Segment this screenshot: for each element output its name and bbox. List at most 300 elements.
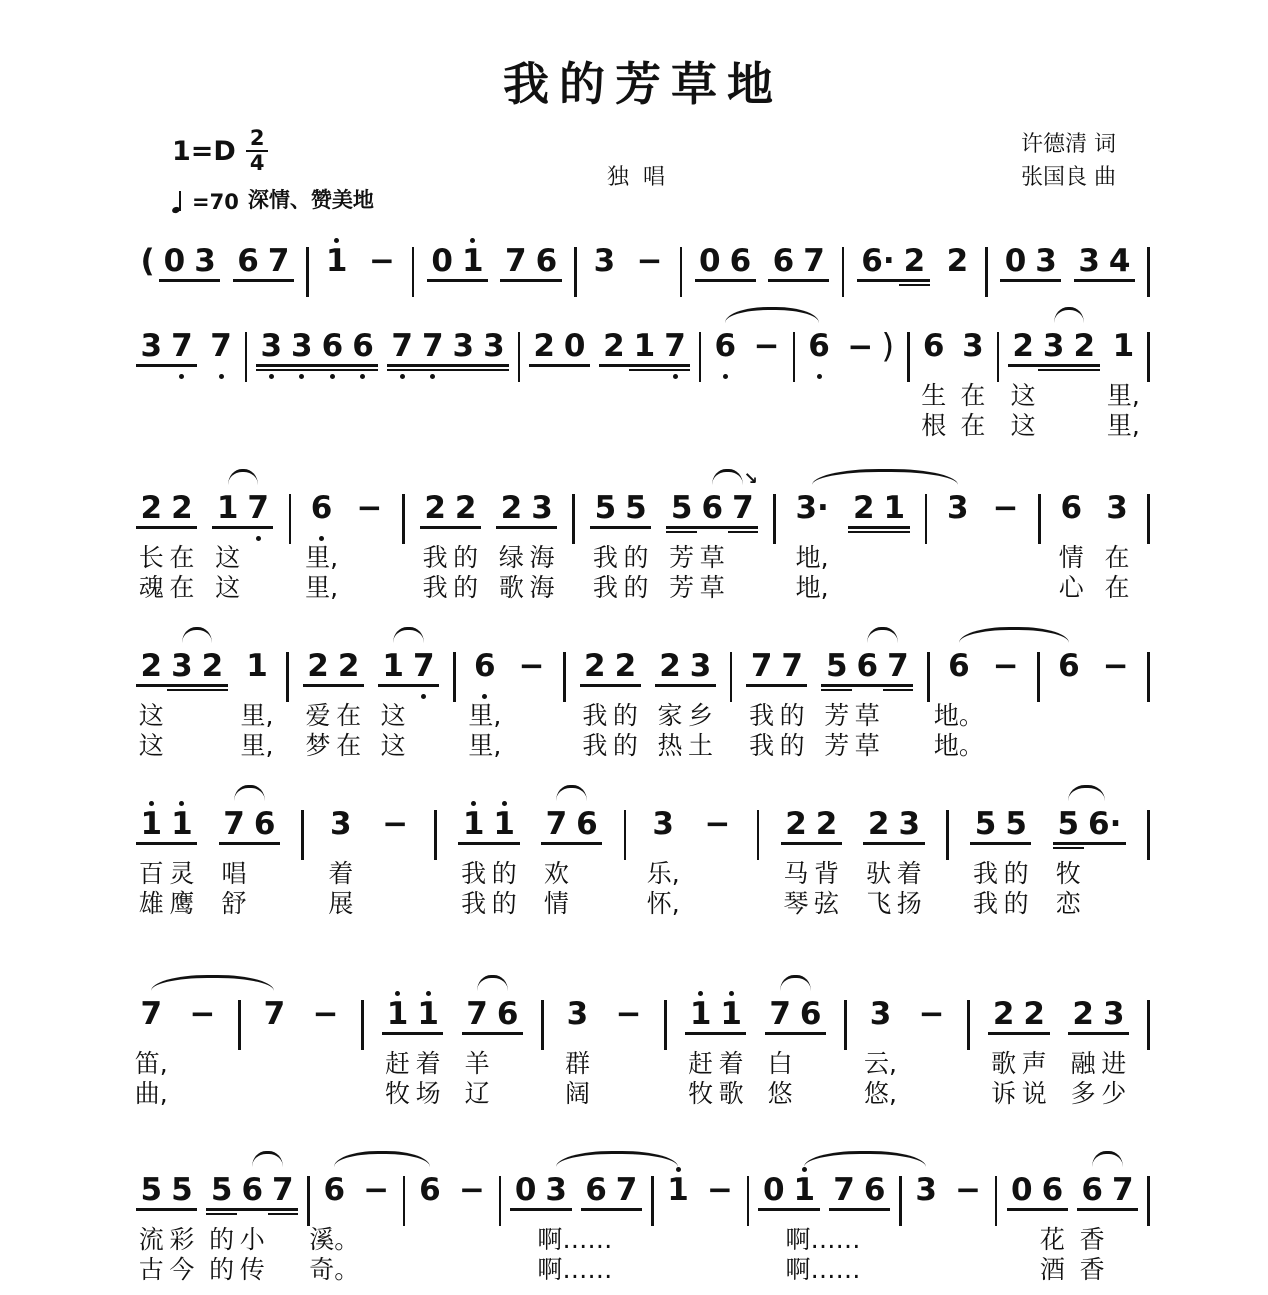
- barline: [1147, 332, 1150, 382]
- octave-dot-below-slot: [1081, 1216, 1103, 1225]
- lyric-syllable: [664, 381, 686, 411]
- octave-dot-below-slot: [501, 534, 523, 543]
- beam-line: [448, 364, 479, 367]
- octave-dot-below-slot: [671, 534, 693, 543]
- lyric-text: 的: [612, 731, 638, 760]
- duration-dash: [359, 1165, 394, 1225]
- lyric-syllable: [1005, 859, 1027, 889]
- beam-line: [883, 689, 914, 692]
- lyric-syllable: [171, 701, 193, 731]
- octave-dot-below-slot: [1058, 692, 1080, 701]
- lyric-syllable: [171, 381, 193, 411]
- lyric-syllable: [671, 573, 693, 603]
- beamed-group: [233, 236, 294, 296]
- note-digit: 3: [140, 328, 163, 364]
- bar-token: [793, 321, 796, 382]
- note: [970, 799, 1001, 919]
- beam-slot: [1005, 840, 1027, 850]
- lyric-syllable: [424, 543, 446, 573]
- lyric-syllable: [241, 1225, 263, 1255]
- lyric-text: 根: [921, 411, 947, 440]
- lyric-text: 阔: [564, 1079, 590, 1108]
- octave-dot-below-slot: [210, 372, 232, 381]
- beam-slot: [505, 277, 527, 287]
- note-digit: 6: [237, 243, 259, 279]
- lyric-text: 乡: [688, 701, 714, 730]
- lyric-text: 我: [461, 859, 487, 888]
- lyric-syllable: [1023, 1049, 1045, 1079]
- lyric-text: 雄: [138, 889, 164, 918]
- beam-slot: [223, 840, 245, 850]
- note-digit: 3: [194, 243, 216, 279]
- octave-dot-below-slot: [463, 850, 485, 859]
- beamed-group: [136, 483, 197, 603]
- note: [510, 1165, 541, 1285]
- beam-slot: [338, 682, 360, 692]
- beam-slot: [564, 362, 586, 372]
- beam-slot: [1058, 682, 1080, 692]
- note-digit: 1: [462, 806, 485, 842]
- octave-dot-below: [421, 694, 426, 699]
- lyric-text: 的: [779, 701, 805, 730]
- note: [685, 641, 716, 761]
- note-digit: 1: [493, 806, 515, 842]
- beam-slot: [493, 840, 515, 850]
- octave-dot-below-slot: [413, 692, 435, 701]
- beam-line: [848, 531, 879, 534]
- note-digit: −: [753, 328, 780, 364]
- lyric-syllable: [701, 573, 723, 603]
- beam-slot: [1103, 682, 1129, 692]
- beam-line: [725, 279, 756, 282]
- lyric-syllable: [330, 889, 352, 919]
- note: [326, 799, 357, 919]
- octave-dot-below-slot: [993, 692, 1019, 701]
- lyric-text: 绿: [498, 543, 524, 572]
- beam-slot: [671, 524, 693, 534]
- octave-dot-below-slot: [311, 534, 333, 543]
- octave-dot-below-slot: [391, 372, 413, 381]
- beam-slot: [455, 524, 477, 534]
- beamed-group: [821, 641, 913, 761]
- beam-slot: [391, 362, 413, 372]
- song-title: 我的芳草地: [503, 57, 783, 111]
- octave-dot-below-slot: [1060, 534, 1082, 543]
- note: [610, 641, 641, 761]
- beamed-group: [382, 989, 443, 1109]
- beam-slot: [857, 682, 879, 692]
- lyric-text: 着: [718, 1049, 744, 1078]
- lyric-syllable: [202, 701, 224, 731]
- beam-slot: [919, 1030, 945, 1040]
- octave-dot-below-slot: [1112, 1216, 1134, 1225]
- octave-dot-below-slot: [545, 1216, 567, 1225]
- note-digit: 2: [852, 490, 875, 526]
- beam-line: [212, 526, 243, 529]
- lyric-syllable: [864, 1049, 897, 1079]
- note: [611, 1165, 642, 1285]
- beam-slot: [808, 362, 830, 372]
- meter-upper: 2: [246, 128, 269, 152]
- beam-line: [500, 279, 531, 282]
- note-digit: 7: [803, 243, 825, 279]
- octave-dot-below-slot: [268, 287, 290, 296]
- beam-line: [348, 369, 379, 372]
- bar-token: [563, 641, 566, 702]
- beam-line: [317, 369, 348, 372]
- note: [387, 321, 418, 441]
- note-digit: 3: [260, 328, 283, 364]
- beam-line: [287, 369, 318, 372]
- octave-dot-below-slot: [1103, 692, 1129, 701]
- lyric-syllable: [576, 889, 598, 919]
- beamed-group: [765, 989, 826, 1109]
- octave-dot-below-slot: [1042, 1216, 1064, 1225]
- slur: [725, 307, 819, 323]
- beam-slot: [1011, 1206, 1033, 1216]
- note: [417, 321, 448, 441]
- note: [629, 321, 660, 441]
- octave-dot-below-slot: [241, 1216, 263, 1225]
- beam-line: [167, 842, 198, 845]
- barline: [1147, 652, 1150, 702]
- beam-slot: [453, 362, 475, 372]
- lyric-text: 悠,: [864, 1079, 897, 1108]
- beam-slot: [352, 362, 374, 372]
- lyric-syllable: [1058, 731, 1080, 761]
- octave-dot-below-slot: [962, 372, 984, 381]
- note: [1031, 236, 1062, 296]
- octave-dot-below-slot: [326, 287, 348, 296]
- beam-line: [821, 689, 852, 692]
- lyric-syllable: [413, 731, 435, 761]
- barline: [1147, 1000, 1150, 1050]
- lyric-text: 赶: [688, 1049, 714, 1078]
- beam-slot: [769, 1030, 791, 1040]
- lyric-syllable: [211, 1225, 233, 1255]
- lyric-syllable: [781, 731, 803, 761]
- bar-token: [995, 1165, 998, 1226]
- beamed-group: [848, 483, 909, 603]
- beamed-group: [781, 799, 842, 919]
- note-digit: −: [704, 806, 731, 842]
- lyric-syllable: [1011, 1255, 1033, 1285]
- bar-token: [402, 483, 405, 544]
- lyric-text: 奇。: [309, 1255, 360, 1284]
- note: [899, 236, 930, 296]
- note-digit: 0: [1004, 243, 1027, 279]
- beamed-group: [136, 799, 197, 919]
- note-digit: (: [140, 243, 155, 279]
- beam-line: [167, 684, 198, 687]
- octave-dot-below-slot: [800, 1040, 822, 1049]
- lyric-text: 的: [612, 701, 638, 730]
- beam-line: [136, 842, 167, 845]
- lyric-syllable: [833, 1255, 855, 1285]
- lyric-syllable: [387, 1079, 409, 1109]
- octave-dot-below-slot: [141, 372, 163, 381]
- note: [317, 321, 348, 441]
- note-digit: 2: [992, 996, 1015, 1032]
- octave-dot-below-slot: [714, 372, 736, 381]
- lyric-syllable: [309, 1225, 360, 1255]
- lyric-text: 的: [453, 543, 479, 572]
- lyric-syllable: [223, 889, 245, 919]
- lyric-syllable: [751, 701, 773, 731]
- beam-line: [695, 279, 726, 282]
- beam-line: [1077, 1208, 1108, 1211]
- note: [167, 483, 198, 603]
- lyric-syllable: [714, 411, 736, 441]
- lyric-syllable: [763, 1225, 785, 1255]
- beamed-group: [458, 799, 519, 919]
- octave-dot-below-slot: [915, 1216, 937, 1225]
- note: [1053, 799, 1084, 919]
- lyric-syllable: [826, 731, 848, 761]
- octave-dot-below-slot: [870, 1040, 892, 1049]
- octave-dot-below-slot: [1023, 1040, 1045, 1049]
- beam-slot: [194, 277, 216, 287]
- beam-line: [417, 369, 448, 372]
- note: [590, 483, 621, 603]
- meter-lower: 4: [249, 151, 265, 175]
- octave-dot-below-slot: [313, 1040, 339, 1049]
- music-system: [136, 467, 1150, 603]
- lyric-syllable: [584, 701, 606, 731]
- beam-slot: [417, 1030, 439, 1040]
- lyric-syllable: [592, 573, 618, 603]
- note: [303, 641, 334, 761]
- note: [462, 989, 493, 1109]
- note-digit: 0: [762, 1172, 785, 1208]
- beam-line: [590, 526, 621, 529]
- beam-slot: [884, 524, 906, 534]
- beam-line: [450, 526, 481, 529]
- lyric-text: 家: [657, 701, 683, 730]
- beam-slot: [773, 277, 795, 287]
- note-digit: 6: [1081, 1172, 1103, 1208]
- lyric-text: 欢: [543, 859, 569, 888]
- note: [541, 799, 572, 919]
- lyric-text: 小: [239, 1225, 265, 1254]
- slur: [556, 1151, 678, 1167]
- beam-slot: [382, 840, 408, 850]
- beam-slot: [311, 524, 333, 534]
- barline: [238, 1000, 241, 1050]
- lyric-syllable: [1073, 381, 1095, 411]
- beamed-group: [427, 236, 488, 296]
- note: [458, 799, 489, 919]
- lyric-syllable: [217, 543, 239, 573]
- lyric-text: 声: [1021, 1049, 1047, 1078]
- barline: [286, 652, 289, 702]
- lyric-syllable: [1072, 1049, 1094, 1079]
- lyric-syllable: [1073, 411, 1095, 441]
- beam-line: [479, 364, 510, 367]
- duration-dash: [749, 321, 784, 381]
- note-digit: 3: [452, 328, 475, 364]
- lyric-syllable: [330, 859, 352, 889]
- barline: [1037, 652, 1040, 702]
- note: [1054, 641, 1085, 761]
- beam-line: [448, 369, 479, 372]
- beam-slot: [501, 524, 523, 534]
- lyric-syllable: [616, 1225, 638, 1255]
- beam-slot: [763, 1206, 785, 1216]
- note: [1038, 321, 1069, 441]
- bar-token: [1147, 799, 1150, 860]
- beamed-group: [500, 236, 561, 296]
- note-digit: 6: [496, 996, 519, 1032]
- lyric-syllable: [732, 543, 754, 573]
- bar-token: [1147, 989, 1150, 1050]
- note-digit: −: [918, 996, 945, 1032]
- lyric-syllable: [138, 889, 164, 919]
- beam-slot: [576, 840, 598, 850]
- note-digit: 7: [247, 490, 269, 526]
- octave-dot-below: [319, 536, 324, 541]
- lyric-syllable: [1011, 1225, 1033, 1255]
- note-digit: − ): [847, 326, 895, 365]
- octave-dot-below-slot: [363, 1216, 389, 1225]
- lyric-syllable: [612, 731, 638, 761]
- beam-slot: [781, 682, 803, 692]
- bar-token: [453, 641, 456, 702]
- bar-token: [925, 483, 928, 544]
- lyric-text: 地,: [795, 543, 829, 572]
- lyric-syllable: [1081, 1225, 1103, 1255]
- note-digit: 2: [337, 648, 360, 684]
- duration-dash: [988, 641, 1023, 701]
- lyric-syllable: [493, 859, 515, 889]
- lyric-syllable: [493, 889, 515, 919]
- octave-dot-below-slot: [322, 372, 344, 381]
- beam-slot: [947, 524, 969, 534]
- barline: [747, 1176, 750, 1226]
- lyric-syllable: [322, 381, 344, 411]
- bar-token: [899, 1165, 902, 1226]
- note-digit: 7: [504, 243, 527, 279]
- lyric-syllable: [853, 573, 875, 603]
- beam-slot: [313, 1030, 339, 1040]
- lyric-text: 海: [529, 573, 555, 602]
- barline: [403, 1176, 406, 1226]
- beam-slot: [141, 840, 163, 850]
- octave-dot-below-slot: [919, 1040, 945, 1049]
- lyric-text: 的: [779, 731, 805, 760]
- note-digit: 5: [1005, 806, 1027, 842]
- lyric-text: 古: [138, 1255, 164, 1284]
- octave-dot-below-slot: [868, 850, 890, 859]
- lyric-syllable: [382, 701, 404, 731]
- beam-line: [378, 684, 409, 687]
- octave-dot-below-slot: [357, 534, 383, 543]
- barline: [899, 1176, 902, 1226]
- bar-token: [307, 1165, 310, 1226]
- lyric-syllable: [391, 411, 413, 441]
- beam-slot: [701, 524, 723, 534]
- beam-slot: [1057, 840, 1079, 850]
- lyric-syllable: [769, 1049, 791, 1079]
- beam-line: [1031, 279, 1062, 282]
- beam-line: [256, 364, 287, 367]
- barline: [1147, 494, 1150, 544]
- lyric-syllable: [808, 381, 830, 411]
- lyric-syllable: [585, 1225, 607, 1255]
- lyric-syllable: [864, 1255, 886, 1285]
- bar-token: [747, 1165, 750, 1226]
- barline: [518, 332, 521, 382]
- lyric-syllable: [1023, 1079, 1045, 1109]
- lyric-syllable: [171, 889, 193, 919]
- lyric-syllable: [171, 859, 193, 889]
- bar-token: [518, 321, 521, 382]
- beam-line: [1084, 842, 1126, 845]
- expression-text: 深情、赞美地: [247, 188, 374, 212]
- octave-dot-below-slot: [455, 534, 477, 543]
- lyric-syllable: [887, 701, 909, 731]
- beamed-group: [970, 799, 1031, 919]
- barline: [699, 332, 702, 382]
- lyric-syllable: [1106, 381, 1140, 411]
- beam-line: [1038, 364, 1069, 367]
- beam-line: [531, 279, 562, 282]
- lyric-syllable: [307, 731, 329, 761]
- lyric-syllable: [732, 573, 754, 603]
- beam-line: [629, 369, 660, 372]
- lyric-syllable: [785, 1225, 861, 1255]
- beam-slot: [1073, 362, 1095, 372]
- beam-slot: [141, 524, 163, 534]
- beam-line: [988, 1032, 1019, 1035]
- note-digit: 2: [584, 648, 606, 684]
- beam-slot: [1042, 1206, 1064, 1216]
- note: [758, 1165, 789, 1285]
- lyric-syllable: [272, 1225, 294, 1255]
- lyric-syllable: [564, 1079, 590, 1109]
- beam-line: [789, 1208, 820, 1211]
- beam-line: [610, 684, 641, 687]
- octave-dot-below-slot: [730, 287, 752, 296]
- bar-token: [1147, 321, 1150, 382]
- beam-slot: [330, 840, 352, 850]
- note-digit: −: [636, 243, 663, 279]
- octave-dot-below-slot: [307, 692, 329, 701]
- beam-line: [746, 684, 777, 687]
- beam-line: [765, 1032, 796, 1035]
- note: [863, 799, 894, 919]
- lyric-syllable: [896, 889, 922, 919]
- octave-dot-below-slot: [690, 692, 712, 701]
- beam-slot: [720, 1030, 742, 1040]
- note: [529, 321, 560, 441]
- beam-slot: [1005, 277, 1027, 287]
- lyricist-credit: 许德清 词: [1021, 132, 1116, 157]
- lyric-text: 花: [1039, 1225, 1065, 1254]
- note-digit: 7: [545, 806, 568, 842]
- barline: [1038, 494, 1041, 544]
- lyric-text: 赶: [385, 1049, 411, 1078]
- beam-slot: [1043, 362, 1065, 372]
- note-digit: 2: [603, 328, 625, 364]
- music-system: [136, 973, 1150, 1109]
- note-digit: 2: [454, 490, 477, 526]
- lyric-syllable: [171, 1225, 193, 1255]
- beamed-group: [136, 1165, 197, 1285]
- beam-line: [1069, 369, 1100, 372]
- beam-slot: [699, 277, 721, 287]
- note-digit: 2: [903, 243, 926, 279]
